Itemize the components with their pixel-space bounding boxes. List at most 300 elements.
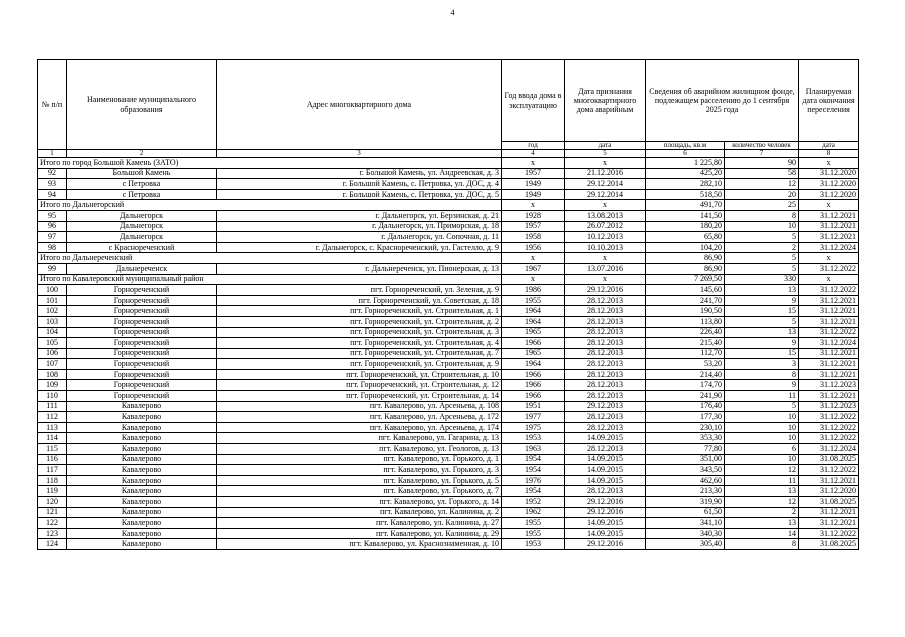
area-cell: 282,10: [646, 179, 725, 190]
municipality-cell: Горнореченский: [67, 369, 217, 380]
municipality-cell: Дальнегорск: [67, 221, 217, 232]
address-cell: пгт. Кавалерово, ул. Горького, д. 14: [217, 497, 502, 508]
people-cell: 15: [725, 306, 799, 317]
table-row: [38, 168, 859, 179]
date-cell: 14.09.2015: [565, 518, 646, 529]
row-number-cell: 95: [38, 210, 67, 221]
page-number: 4: [450, 8, 455, 17]
header-address: Адрес многоквартирного дома: [217, 60, 502, 150]
table-row: [38, 359, 859, 370]
row-number-cell: 97: [38, 232, 67, 243]
area-cell: 174,70: [646, 380, 725, 391]
planned-date-cell: 31.12.2023: [799, 380, 859, 391]
planned-date-cell: 31.12.2022: [799, 465, 859, 476]
municipality-cell: Горнореченский: [67, 285, 217, 296]
planned-date-cell: 31.12.2021: [799, 316, 859, 327]
col-number: 6: [646, 150, 725, 158]
row-number-cell: 112: [38, 412, 67, 423]
area-cell: 341,10: [646, 518, 725, 529]
people-cell: 25: [725, 200, 799, 211]
people-cell: 14: [725, 528, 799, 539]
date-cell: 29.12.2016: [565, 285, 646, 296]
address-cell: пгт. Кавалерово, ул. Гагарина, д. 13: [217, 433, 502, 444]
row-number-cell: 116: [38, 454, 67, 465]
address-cell: г. Дальнереченск, ул. Пионерская, д. 13: [217, 263, 502, 274]
address-cell: пгт. Кавалерово, ул. Горького, д. 3: [217, 465, 502, 476]
table-row: [38, 242, 859, 253]
area-cell: 86,90: [646, 253, 725, 264]
municipality-cell: Кавалерово: [67, 518, 217, 529]
year-cell: 1953: [502, 433, 565, 444]
people-cell: 10: [725, 454, 799, 465]
date-cell: 28.12.2013: [565, 359, 646, 370]
row-number-cell: 109: [38, 380, 67, 391]
municipality-cell: с Краснореченский: [67, 242, 217, 253]
year-cell: 1955: [502, 528, 565, 539]
municipality-cell: Кавалерово: [67, 475, 217, 486]
table-row: [38, 475, 859, 486]
year-cell: 1975: [502, 422, 565, 433]
row-number-cell: 102: [38, 306, 67, 317]
area-cell: 351,00: [646, 454, 725, 465]
unit-area: площадь, кв.м: [646, 142, 725, 150]
table-row: [38, 295, 859, 306]
date-cell: 14.09.2015: [565, 454, 646, 465]
area-cell: 190,50: [646, 306, 725, 317]
table-row: [38, 285, 859, 296]
planned-date-cell: 31.12.2022: [799, 433, 859, 444]
planned-date-cell: 31.12.2024: [799, 444, 859, 455]
row-number-cell: 124: [38, 539, 67, 550]
people-cell: 10: [725, 221, 799, 232]
year-cell: 1966: [502, 369, 565, 380]
municipality-cell: Кавалерово: [67, 454, 217, 465]
people-cell: 10: [725, 433, 799, 444]
people-cell: 5: [725, 401, 799, 412]
row-number-cell: 101: [38, 295, 67, 306]
planned-date-cell: 31.12.2024: [799, 242, 859, 253]
address-cell: пгт. Горнореченский, ул. Строительная, д. 3: [217, 327, 502, 338]
planned-date-cell: 31.12.2020: [799, 168, 859, 179]
people-cell: 9: [725, 338, 799, 349]
people-cell: 12: [725, 179, 799, 190]
municipality-cell: Дальнегорск: [67, 210, 217, 221]
table-row: [38, 232, 859, 243]
year-cell: 1955: [502, 295, 565, 306]
planned-date-cell: 31.12.2021: [799, 295, 859, 306]
area-cell: 7 269,50: [646, 274, 725, 285]
municipality-cell: Кавалерово: [67, 422, 217, 433]
people-cell: 20: [725, 189, 799, 200]
year-cell: 1952: [502, 497, 565, 508]
row-number-cell: 103: [38, 316, 67, 327]
area-cell: 112,70: [646, 348, 725, 359]
unit-planned: дата: [799, 142, 859, 150]
address-cell: пгт. Горнореченский, ул. Строительная, д. 7: [217, 348, 502, 359]
row-number-cell: 117: [38, 465, 67, 476]
subtotal-row: [38, 158, 859, 169]
people-cell: 13: [725, 327, 799, 338]
people-cell: 330: [725, 274, 799, 285]
area-cell: 145,60: [646, 285, 725, 296]
address-cell: пгт. Горнореченский, ул. Зеленая, д. 9: [217, 285, 502, 296]
table-row: [38, 412, 859, 423]
planned-date-cell: 31.12.2024: [799, 338, 859, 349]
address-cell: пгт. Кавалерово, ул. Краснознаменная, д. 10: [217, 539, 502, 550]
planned-date-cell: 31.12.2021: [799, 232, 859, 243]
address-cell: г. Большой Камень, с. Петровка, ул. ДОС, д. 5: [217, 189, 502, 200]
row-number-cell: 94: [38, 189, 67, 200]
people-cell: 3: [725, 359, 799, 370]
year-cell: 1955: [502, 518, 565, 529]
people-cell: 58: [725, 168, 799, 179]
table-row: [38, 539, 859, 550]
year-cell: 1954: [502, 486, 565, 497]
area-cell: 61,50: [646, 507, 725, 518]
year-cell: 1964: [502, 316, 565, 327]
year-cell: x: [502, 274, 565, 285]
area-cell: 425,20: [646, 168, 725, 179]
row-number-cell: 123: [38, 528, 67, 539]
area-cell: 215,40: [646, 338, 725, 349]
date-cell: 28.12.2013: [565, 380, 646, 391]
people-cell: 11: [725, 391, 799, 402]
municipality-cell: Горнореченский: [67, 306, 217, 317]
municipality-cell: Кавалерово: [67, 401, 217, 412]
unit-date: дата: [565, 142, 646, 150]
address-cell: пгт. Горнореченский, ул. Строительная, д. 9: [217, 359, 502, 370]
row-number-cell: 108: [38, 369, 67, 380]
address-cell: пгт. Горнореченский, ул. Советская, д. 18: [217, 295, 502, 306]
year-cell: 1963: [502, 444, 565, 455]
row-number-cell: 104: [38, 327, 67, 338]
date-cell: 28.12.2013: [565, 338, 646, 349]
area-cell: 176,40: [646, 401, 725, 412]
table-row: [38, 179, 859, 190]
row-number-cell: 122: [38, 518, 67, 529]
area-cell: 319,90: [646, 497, 725, 508]
planned-date-cell: 31.12.2023: [799, 401, 859, 412]
area-cell: 353,30: [646, 433, 725, 444]
address-cell: пгт. Кавалерово, ул. Арсеньева, д. 174: [217, 422, 502, 433]
address-cell: г. Дальнегорск, с. Краснореченский, ул. Гастелло, д. 9: [217, 242, 502, 253]
planned-date-cell: 31.12.2021: [799, 306, 859, 317]
date-cell: 28.12.2013: [565, 316, 646, 327]
date-cell: 14.09.2015: [565, 475, 646, 486]
address-cell: пгт. Горнореченский, ул. Строительная, д. 14: [217, 391, 502, 402]
row-number-cell: 106: [38, 348, 67, 359]
area-cell: 177,30: [646, 412, 725, 423]
people-cell: 10: [725, 412, 799, 423]
date-cell: 14.09.2015: [565, 528, 646, 539]
date-cell: 13.07.2016: [565, 263, 646, 274]
municipality-cell: Горнореченский: [67, 391, 217, 402]
municipality-cell: Горнореченский: [67, 338, 217, 349]
address-cell: г. Дальнегорск, ул. Приморская, д. 18: [217, 221, 502, 232]
people-cell: 5: [725, 316, 799, 327]
table-row: [38, 380, 859, 391]
address-cell: пгт. Горнореченский, ул. Строительная, д. 4: [217, 338, 502, 349]
people-cell: 9: [725, 380, 799, 391]
year-cell: 1964: [502, 359, 565, 370]
year-cell: 1928: [502, 210, 565, 221]
people-cell: 12: [725, 497, 799, 508]
table-row: [38, 210, 859, 221]
municipality-cell: Кавалерово: [67, 465, 217, 476]
date-cell: 28.12.2013: [565, 422, 646, 433]
header-planned: Планируемая дата окончания переселения: [799, 60, 859, 142]
table-row: [38, 486, 859, 497]
row-number-cell: 110: [38, 391, 67, 402]
table-row: [38, 263, 859, 274]
subtotal-label: Итого по город Большой Камень (ЗАТО): [38, 158, 502, 169]
date-cell: x: [565, 200, 646, 211]
planned-date-cell: 31.12.2020: [799, 486, 859, 497]
planned-date-cell: 31.12.2021: [799, 221, 859, 232]
people-cell: 13: [725, 486, 799, 497]
municipality-cell: Горнореченский: [67, 316, 217, 327]
table-row: [38, 433, 859, 444]
year-cell: 1956: [502, 242, 565, 253]
planned-date-cell: 31.12.2021: [799, 348, 859, 359]
row-number-cell: 115: [38, 444, 67, 455]
municipality-cell: Кавалерово: [67, 528, 217, 539]
row-number-cell: 105: [38, 338, 67, 349]
address-cell: пгт. Кавалерово, ул. Геологов, д. 13: [217, 444, 502, 455]
planned-date-cell: 31.12.2022: [799, 327, 859, 338]
date-cell: 14.09.2015: [565, 433, 646, 444]
planned-date-cell: 31.12.2021: [799, 391, 859, 402]
subtotal-label: Итого по Дальнегорский: [38, 200, 502, 211]
area-cell: 180,20: [646, 221, 725, 232]
municipality-cell: Кавалерово: [67, 444, 217, 455]
people-cell: 13: [725, 285, 799, 296]
table-body: [38, 158, 859, 550]
planned-date-cell: 31.12.2021: [799, 369, 859, 380]
date-cell: 13.08.2013: [565, 210, 646, 221]
table-row: [38, 306, 859, 317]
planned-date-cell: x: [799, 253, 859, 264]
table-row: [38, 454, 859, 465]
address-cell: пгт. Кавалерово, ул. Арсеньева, д. 108: [217, 401, 502, 412]
row-number-cell: 107: [38, 359, 67, 370]
municipality-cell: Кавалерово: [67, 412, 217, 423]
table-row: [38, 348, 859, 359]
area-cell: 343,50: [646, 465, 725, 476]
year-cell: 1957: [502, 168, 565, 179]
planned-date-cell: x: [799, 200, 859, 211]
planned-date-cell: 31.12.2021: [799, 518, 859, 529]
row-number-cell: 111: [38, 401, 67, 412]
people-cell: 12: [725, 465, 799, 476]
col-number: 3: [217, 150, 502, 158]
municipality-cell: Горнореченский: [67, 380, 217, 391]
municipality-cell: Кавалерово: [67, 497, 217, 508]
col-number: 5: [565, 150, 646, 158]
address-cell: пгт. Кавалерово, ул. Горького, д. 1: [217, 454, 502, 465]
area-cell: 77,80: [646, 444, 725, 455]
municipality-cell: Кавалерово: [67, 486, 217, 497]
row-number-cell: 114: [38, 433, 67, 444]
address-cell: пгт. Кавалерово, ул. Калинина, д. 2: [217, 507, 502, 518]
year-cell: 1957: [502, 221, 565, 232]
planned-date-cell: 31.08.2025: [799, 454, 859, 465]
area-cell: 214,40: [646, 369, 725, 380]
year-cell: 1951: [502, 401, 565, 412]
planned-date-cell: 31.12.2022: [799, 412, 859, 423]
table-row: [38, 465, 859, 476]
unit-people: количество человек: [725, 142, 799, 150]
table-row: [38, 369, 859, 380]
year-cell: 1954: [502, 454, 565, 465]
subtotal-row: [38, 274, 859, 285]
planned-date-cell: x: [799, 274, 859, 285]
planned-date-cell: 31.12.2022: [799, 528, 859, 539]
planned-date-cell: 31.08.2025: [799, 539, 859, 550]
header-municipality: Наименование муниципального образования: [67, 60, 217, 150]
people-cell: 5: [725, 263, 799, 274]
date-cell: 26.07.2012: [565, 221, 646, 232]
table-row: [38, 401, 859, 412]
unit-year: год: [502, 142, 565, 150]
planned-date-cell: 31.12.2021: [799, 507, 859, 518]
people-cell: 9: [725, 295, 799, 306]
year-cell: 1953: [502, 539, 565, 550]
people-cell: 2: [725, 242, 799, 253]
row-number-cell: 98: [38, 242, 67, 253]
address-cell: пгт. Горнореченский, ул. Строительная, д. 10: [217, 369, 502, 380]
date-cell: 29.12.2014: [565, 189, 646, 200]
year-cell: x: [502, 200, 565, 211]
municipality-cell: Дальнегорск: [67, 232, 217, 243]
year-cell: 1965: [502, 348, 565, 359]
header-year: Год ввода дома в эксплуатацию: [502, 60, 565, 142]
year-cell: 1962: [502, 507, 565, 518]
date-cell: 28.12.2013: [565, 391, 646, 402]
date-cell: 10.12.2013: [565, 232, 646, 243]
year-cell: 1964: [502, 306, 565, 317]
date-cell: 28.12.2013: [565, 486, 646, 497]
subtotal-row: [38, 200, 859, 211]
area-cell: 462,60: [646, 475, 725, 486]
address-cell: пгт. Кавалерово, ул. Калинина, д. 29: [217, 528, 502, 539]
date-cell: 28.12.2013: [565, 348, 646, 359]
date-cell: 28.12.2013: [565, 369, 646, 380]
date-cell: 10.10.2013: [565, 242, 646, 253]
planned-date-cell: 31.12.2022: [799, 263, 859, 274]
area-cell: 113,80: [646, 316, 725, 327]
municipality-cell: с Петровка: [67, 179, 217, 190]
table-row: [38, 391, 859, 402]
address-cell: пгт. Кавалерово, ул. Горького, д. 7: [217, 486, 502, 497]
table-row: [38, 221, 859, 232]
row-number-cell: 99: [38, 263, 67, 274]
municipality-cell: Кавалерово: [67, 433, 217, 444]
date-cell: 29.12.2013: [565, 401, 646, 412]
date-cell: 29.12.2014: [565, 179, 646, 190]
area-cell: 241,70: [646, 295, 725, 306]
date-cell: 21.12.2016: [565, 168, 646, 179]
people-cell: 13: [725, 518, 799, 529]
table-row: [38, 528, 859, 539]
area-cell: 141,50: [646, 210, 725, 221]
table-row: [38, 444, 859, 455]
year-cell: 1967: [502, 263, 565, 274]
table-row: [38, 338, 859, 349]
planned-date-cell: 31.08.2025: [799, 497, 859, 508]
area-cell: 226,40: [646, 327, 725, 338]
row-number-cell: 93: [38, 179, 67, 190]
row-number-cell: 100: [38, 285, 67, 296]
area-cell: 491,70: [646, 200, 725, 211]
subtotal-label: Итого по Кавалеровский муниципальный район: [38, 274, 502, 285]
municipality-cell: Горнореченский: [67, 348, 217, 359]
year-cell: 1986: [502, 285, 565, 296]
people-cell: 90: [725, 158, 799, 169]
table-row: [38, 518, 859, 529]
row-number-cell: 118: [38, 475, 67, 486]
date-cell: 28.12.2013: [565, 412, 646, 423]
address-cell: г. Дальнегорск, ул. Сопочная, д. 11: [217, 232, 502, 243]
subtotal-row: [38, 253, 859, 264]
date-cell: 28.12.2013: [565, 327, 646, 338]
planned-date-cell: 31.12.2021: [799, 359, 859, 370]
people-cell: 11: [725, 475, 799, 486]
date-cell: 28.12.2013: [565, 295, 646, 306]
planned-date-cell: 31.12.2020: [799, 189, 859, 200]
date-cell: 29.12.2016: [565, 507, 646, 518]
row-number-cell: 113: [38, 422, 67, 433]
address-cell: пгт. Кавалерово, ул. Горького, д. 5: [217, 475, 502, 486]
people-cell: 5: [725, 232, 799, 243]
year-cell: x: [502, 158, 565, 169]
planned-date-cell: 31.12.2020: [799, 179, 859, 190]
address-cell: пгт. Кавалерово, ул. Калинина, д. 27: [217, 518, 502, 529]
address-cell: пгт. Кавалерово, ул. Арсеньева, д. 172: [217, 412, 502, 423]
row-number-cell: 119: [38, 486, 67, 497]
area-cell: 65,80: [646, 232, 725, 243]
address-cell: г. Дальнегорск, ул. Берзинская, д. 21: [217, 210, 502, 221]
header-date-recognition: Дата признания многоквартирного дома аварийным: [565, 60, 646, 142]
area-cell: 86,90: [646, 263, 725, 274]
date-cell: x: [565, 158, 646, 169]
date-cell: x: [565, 274, 646, 285]
people-cell: 8: [725, 210, 799, 221]
year-cell: 1949: [502, 189, 565, 200]
area-cell: 104,20: [646, 242, 725, 253]
area-cell: 305,40: [646, 539, 725, 550]
date-cell: 28.12.2013: [565, 306, 646, 317]
table-row: [38, 316, 859, 327]
municipality-cell: Горнореченский: [67, 359, 217, 370]
municipality-cell: Горнореченский: [67, 295, 217, 306]
area-cell: 213,30: [646, 486, 725, 497]
year-cell: 1966: [502, 338, 565, 349]
col-number: 4: [502, 150, 565, 158]
year-cell: 1976: [502, 475, 565, 486]
year-cell: 1966: [502, 380, 565, 391]
people-cell: 2: [725, 507, 799, 518]
year-cell: 1977: [502, 412, 565, 423]
address-cell: пгт. Горнореченский, ул. Строительная, д. 2: [217, 316, 502, 327]
address-cell: г. Большой Камень, с. Петровка, ул. ДОС, д. 4: [217, 179, 502, 190]
planned-date-cell: x: [799, 158, 859, 169]
people-cell: 15: [725, 348, 799, 359]
area-cell: 518,50: [646, 189, 725, 200]
address-cell: пгт. Горнореченский, ул. Строительная, д. 1: [217, 306, 502, 317]
subtotal-label: Итого по Дальнереченский: [38, 253, 502, 264]
table-row: [38, 422, 859, 433]
